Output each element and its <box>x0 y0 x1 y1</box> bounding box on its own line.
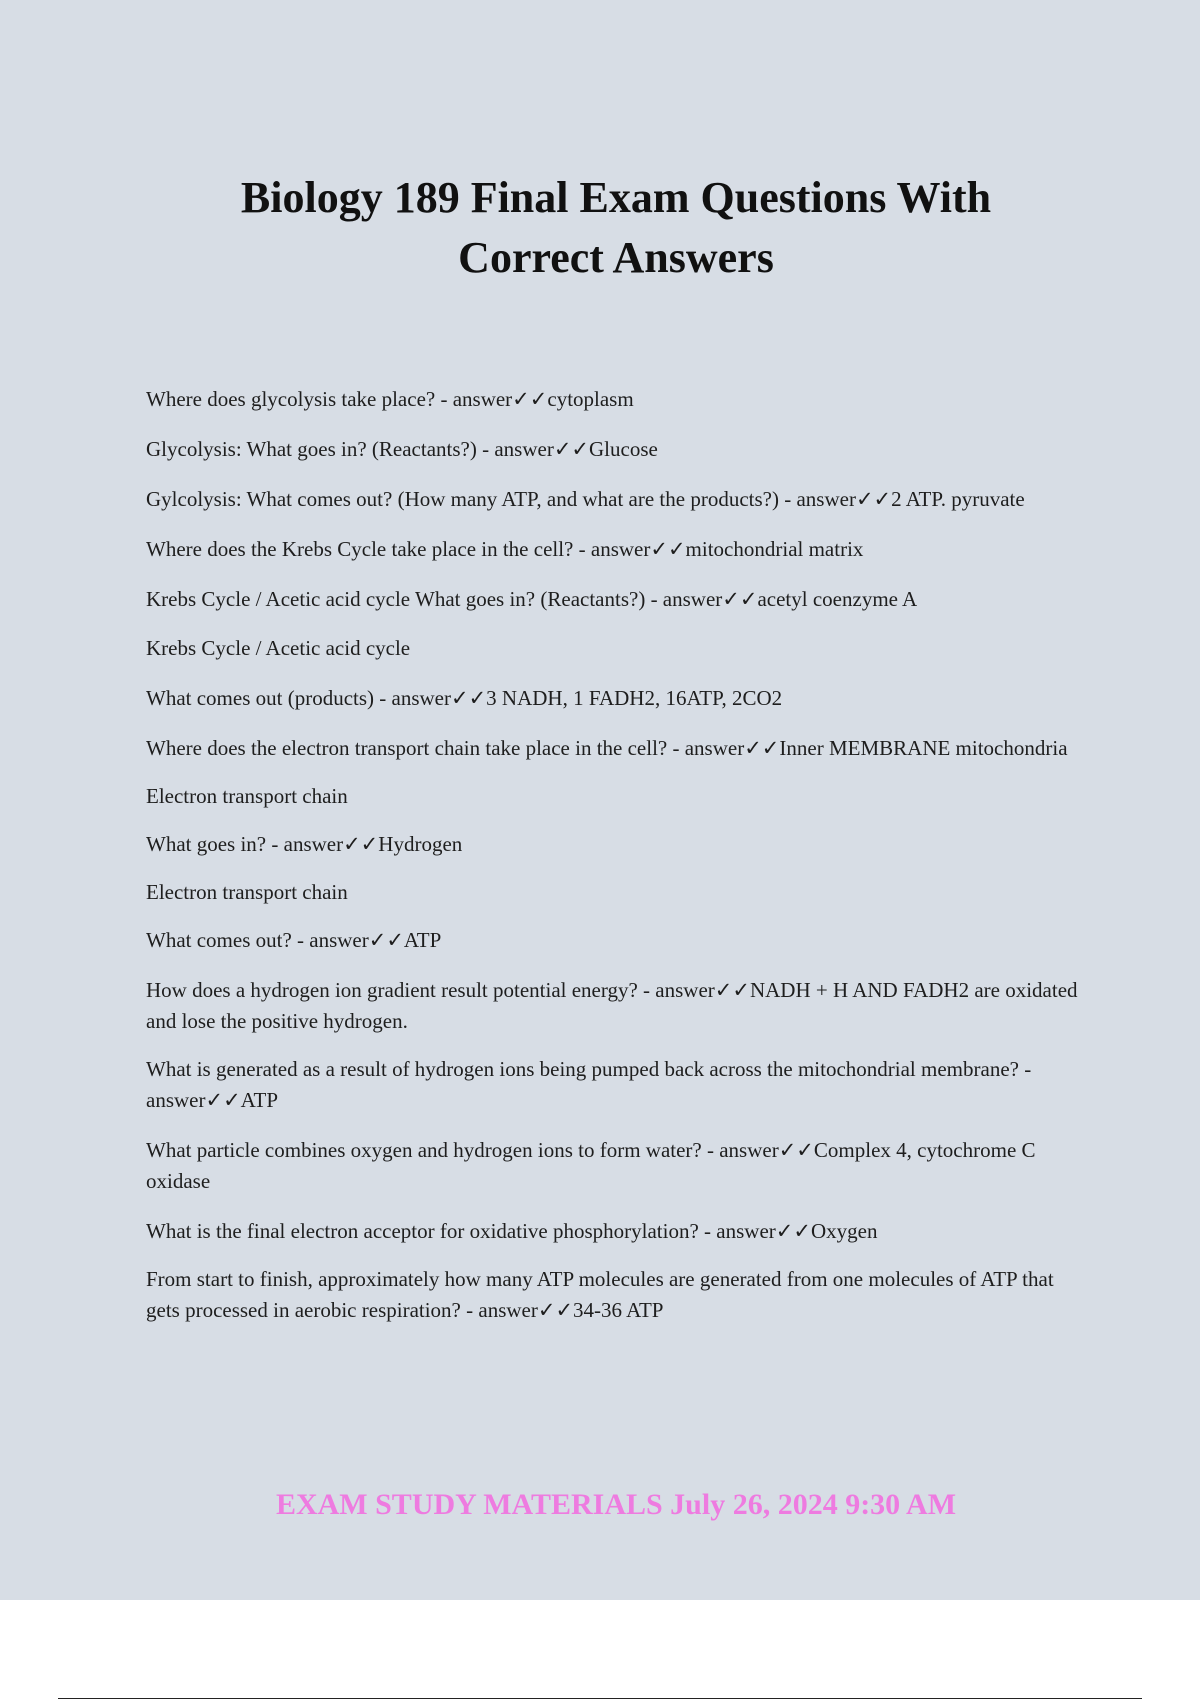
qa-item-etc-products: What comes out? - answer✓✓ATP <box>146 928 442 952</box>
qa-item-final-acceptor: What is the final electron acceptor for oxidative phosphorylation? - answer✓✓Oxygen <box>146 1219 878 1243</box>
qa-item-water-particle: What particle combines oxygen and hydrogen ions to form water? - answer✓✓Complex 4, cytochrome C oxidase <box>146 1138 1036 1193</box>
qa-item-etc-reactants: What goes in? - answer✓✓Hydrogen <box>146 832 463 856</box>
title-line-2: Correct Answers <box>458 233 774 282</box>
question-answer-list <box>146 384 1086 1326</box>
title-line-1: Biology 189 Final Exam Questions With <box>240 173 992 222</box>
document-title <box>0 168 1200 288</box>
qa-item-glycolysis-reactants: Glycolysis: What goes in? (Reactants?) - answer✓✓Glucose <box>146 437 658 461</box>
qa-item-krebs-products: What comes out (products) - answer✓✓3 NADH, 1 FADH2, 16ATP, 2CO2 <box>146 686 783 710</box>
bottom-divider <box>58 1698 1142 1699</box>
exam-study-materials-stamp: EXAM STUDY MATERIALS July 26, 2024 9:30 AM <box>275 1488 957 1521</box>
qa-item-krebs-location: Where does the Krebs Cycle take place in the cell? - answer✓✓mitochondrial matrix <box>146 537 864 561</box>
qa-item-krebs-reactants: Krebs Cycle / Acetic acid cycle What goes in? (Reactants?) - answer✓✓acetyl coenzyme A <box>146 587 918 611</box>
qa-item-hydrogen-gradient: How does a hydrogen ion gradient result potential energy? - answer✓✓NADH + H AND FADH2 are oxidated and lose the positive hydrogen. <box>146 978 1078 1033</box>
qa-item-krebs-heading: Krebs Cycle / Acetic acid cycle <box>146 636 411 660</box>
qa-item-etc-heading-1: Electron transport chain <box>146 784 348 808</box>
qa-item-total-atp: From start to finish, approximately how many ATP molecules are generated from one molecules of ATP that gets processed in aerobic respiration? - answer✓✓34-36 ATP <box>146 1267 1054 1322</box>
qa-item-pumped-back: What is generated as a result of hydrogen ions being pumped back across the mitochondrial membrane? - answer✓✓ATP <box>146 1057 1032 1112</box>
qa-item-etc-heading-2: Electron transport chain <box>146 880 348 904</box>
qa-item-glycolysis-products: Gylcolysis: What comes out? (How many ATP, and what are the products?) - answer✓✓2 ATP. pyruvate <box>146 487 1025 511</box>
qa-item-glycolysis-location: Where does glycolysis take place? - answer✓✓cytoplasm <box>146 387 634 411</box>
qa-item-etc-location: Where does the electron transport chain take place in the cell? - answer✓✓Inner MEMBRANE mitochondria <box>146 736 1068 760</box>
